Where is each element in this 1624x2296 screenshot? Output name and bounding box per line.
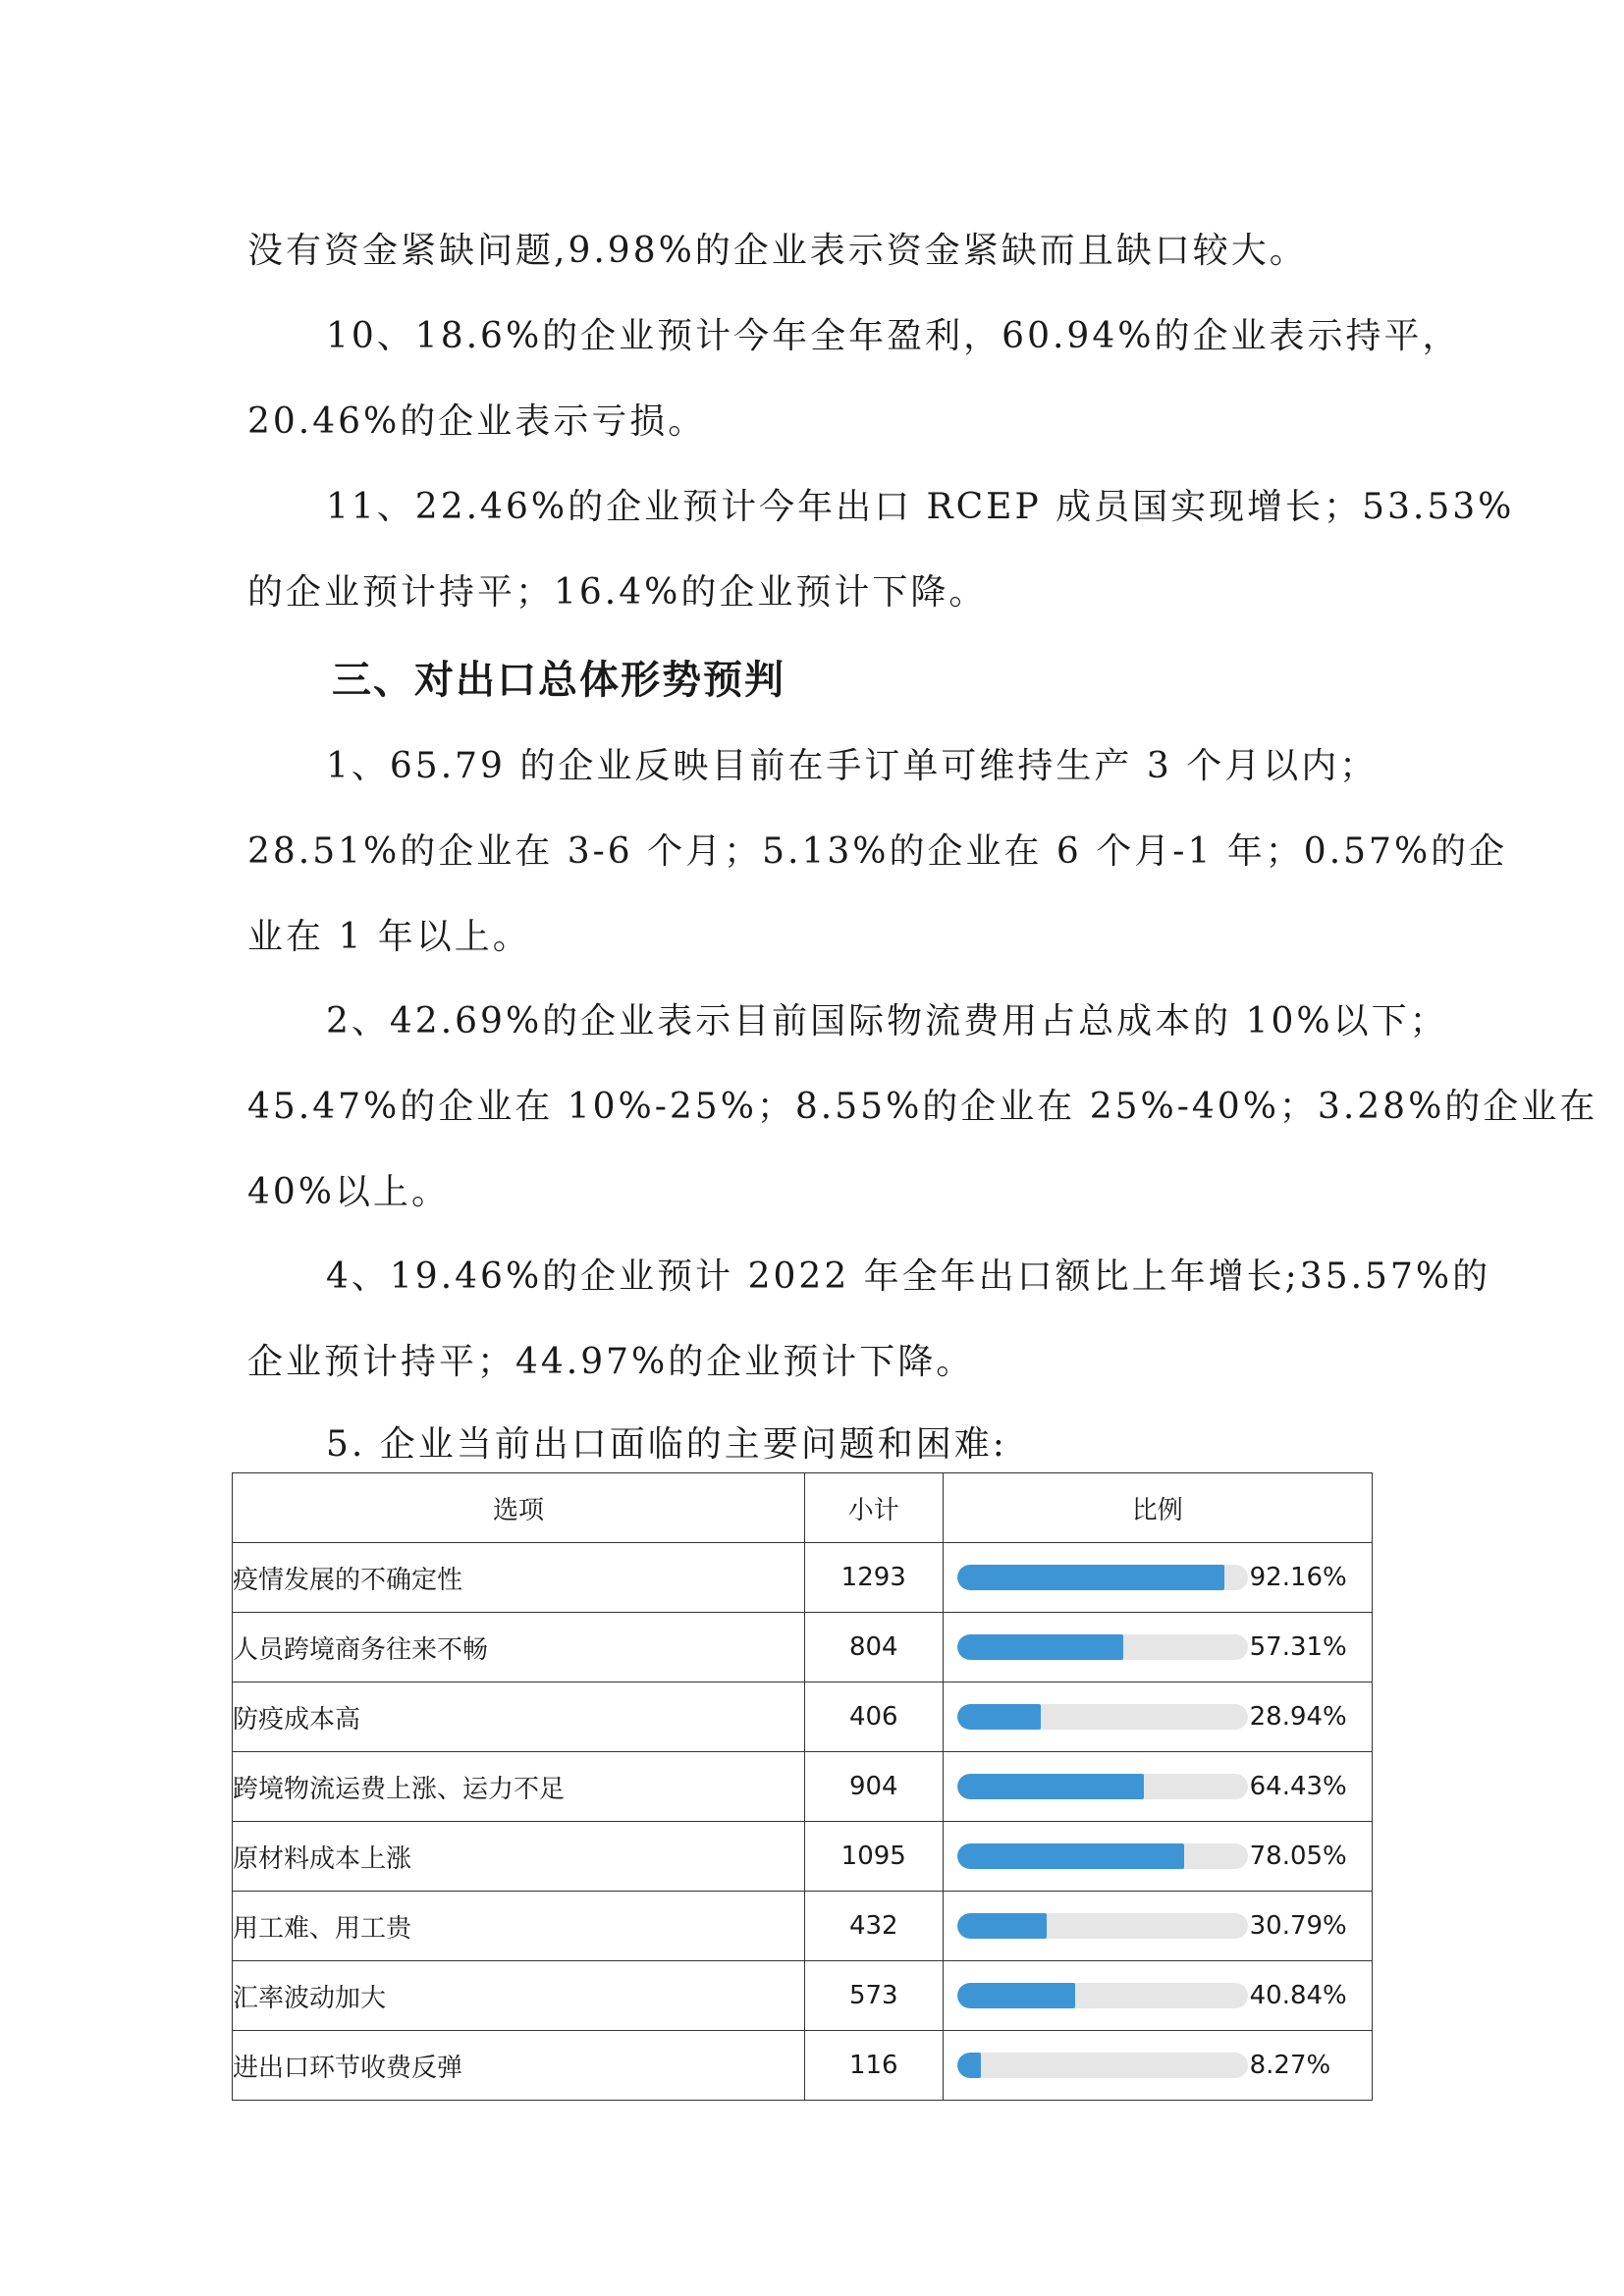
table-row (233, 1892, 1373, 1961)
row-ratio (943, 1682, 1372, 1752)
row-ratio (943, 1543, 1372, 1613)
row-ratio (943, 2031, 1372, 2101)
table-row (233, 1682, 1373, 1752)
row-count: 1293 (804, 1543, 943, 1613)
row-ratio (943, 1752, 1372, 1822)
paragraph-line: 1、65.79 的企业反映目前在手订单可维持生产 3 个月以内； (326, 746, 1379, 786)
paragraph-line: 2、42.69%的企业表示目前国际物流费用占总成本的 10%以下； (326, 1001, 1448, 1041)
header-option: 选项 (233, 1473, 805, 1543)
ratio-bar-track (957, 1565, 1248, 1590)
row-option: 人员跨境商务往来不畅 (233, 1613, 805, 1682)
table-row (233, 1961, 1373, 2031)
row-option: 疫情发展的不确定性 (233, 1543, 805, 1613)
ratio-bar-fill (957, 1774, 1145, 1799)
row-option: 原材料成本上涨 (233, 1822, 805, 1892)
row-option: 汇率波动加大 (233, 1961, 805, 2031)
paragraph-export-forecast (247, 1234, 1491, 1405)
table-row (233, 1613, 1373, 1682)
paragraph-line: 28.51%的企业在 3-6 个月；5.13%的企业在 6 个月-1 年；0.57%的企 (247, 831, 1508, 872)
paragraph-line: 11、22.46%的企业预计今年出口 RCEP 成员国实现增长；53.53% (326, 487, 1515, 527)
ratio-bar-track (957, 2053, 1248, 2078)
table-body (233, 1543, 1373, 2101)
header-ratio: 比例 (943, 1473, 1372, 1543)
ratio-bar-fill (957, 1634, 1124, 1660)
ratio-percent-label: 57.31% (1249, 1632, 1347, 1662)
table-header-row (233, 1473, 1373, 1543)
ratio-percent-label: 40.84% (1249, 1981, 1347, 2010)
row-option: 跨境物流运费上涨、运力不足 (233, 1752, 805, 1822)
ratio-bar-fill (957, 1704, 1042, 1730)
ratio-bar-fill (957, 1913, 1047, 1939)
header-count: 小计 (804, 1473, 943, 1543)
paragraph-line: 企业预计持平；44.97%的企业预计下降。 (247, 1342, 975, 1382)
ratio-bar-track (957, 1913, 1248, 1939)
ratio-percent-label: 78.05% (1249, 1842, 1347, 1871)
paragraph-logistics (247, 979, 1598, 1235)
ratio-bar-track (957, 1634, 1248, 1660)
row-count: 1095 (804, 1822, 943, 1892)
ratio-bar-track (957, 1704, 1248, 1730)
paragraph-orders (247, 723, 1508, 980)
row-option: 进出口环节收费反弹 (233, 2031, 805, 2101)
row-count: 904 (804, 1752, 943, 1822)
paragraph-line: 的企业预计持平；16.4%的企业预计下降。 (247, 572, 988, 613)
paragraph-line: 业在 1 年以上。 (247, 917, 531, 957)
ratio-percent-label: 92.16% (1249, 1563, 1347, 1592)
ratio-bar-fill (957, 1565, 1225, 1590)
row-count: 116 (804, 2031, 943, 2101)
paragraph-line: 10、18.6%的企业预计今年全年盈利，60.94%的企业表示持平， (326, 316, 1461, 356)
ratio-bar-track (957, 1983, 1248, 2008)
table-row (233, 2031, 1373, 2101)
ratio-percent-label: 28.94% (1249, 1702, 1347, 1732)
paragraph-line: 没有资金紧缺问题,9.98%的企业表示资金紧缺而且缺口较大。 (247, 231, 1308, 271)
paragraph-item-10 (247, 294, 1461, 464)
table-caption: 5. 企业当前出口面临的主要问题和困难: (326, 1424, 1007, 1465)
row-count: 573 (804, 1961, 943, 2031)
table-row (233, 1752, 1373, 1822)
ratio-bar-track (957, 1843, 1248, 1869)
paragraph-line: 40%以上。 (247, 1172, 451, 1212)
ratio-percent-label: 30.79% (1249, 1911, 1347, 1941)
row-count: 406 (804, 1682, 943, 1752)
row-ratio (943, 1892, 1372, 1961)
ratio-bar-fill (957, 1843, 1184, 1869)
section-heading: 三、对出口总体形势预判 (332, 658, 785, 703)
row-ratio (943, 1613, 1372, 1682)
paragraph-funding (247, 208, 1386, 294)
paragraph-line: 20.46%的企业表示亏损。 (247, 401, 707, 442)
ratio-percent-label: 8.27% (1249, 2051, 1331, 2080)
ratio-percent-label: 64.43% (1249, 1772, 1347, 1801)
row-ratio (943, 1822, 1372, 1892)
paragraph-line: 45.47%的企业在 10%-25%；8.55%的企业在 25%-40%；3.28%的企业在 (247, 1087, 1598, 1127)
ratio-bar-fill (957, 2053, 981, 2078)
ratio-bar-track (957, 1774, 1248, 1799)
table-row (233, 1543, 1373, 1613)
row-option: 用工难、用工贵 (233, 1892, 805, 1961)
row-ratio (943, 1961, 1372, 2031)
problems-table (232, 1472, 1373, 2101)
row-count: 432 (804, 1892, 943, 1961)
row-option: 防疫成本高 (233, 1682, 805, 1752)
paragraph-item-11 (247, 464, 1515, 635)
table-row (233, 1822, 1373, 1892)
ratio-bar-fill (957, 1983, 1076, 2008)
paragraph-line: 4、19.46%的企业预计 2022 年全年出口额比上年增长;35.57%的 (326, 1256, 1491, 1297)
row-count: 804 (804, 1613, 943, 1682)
